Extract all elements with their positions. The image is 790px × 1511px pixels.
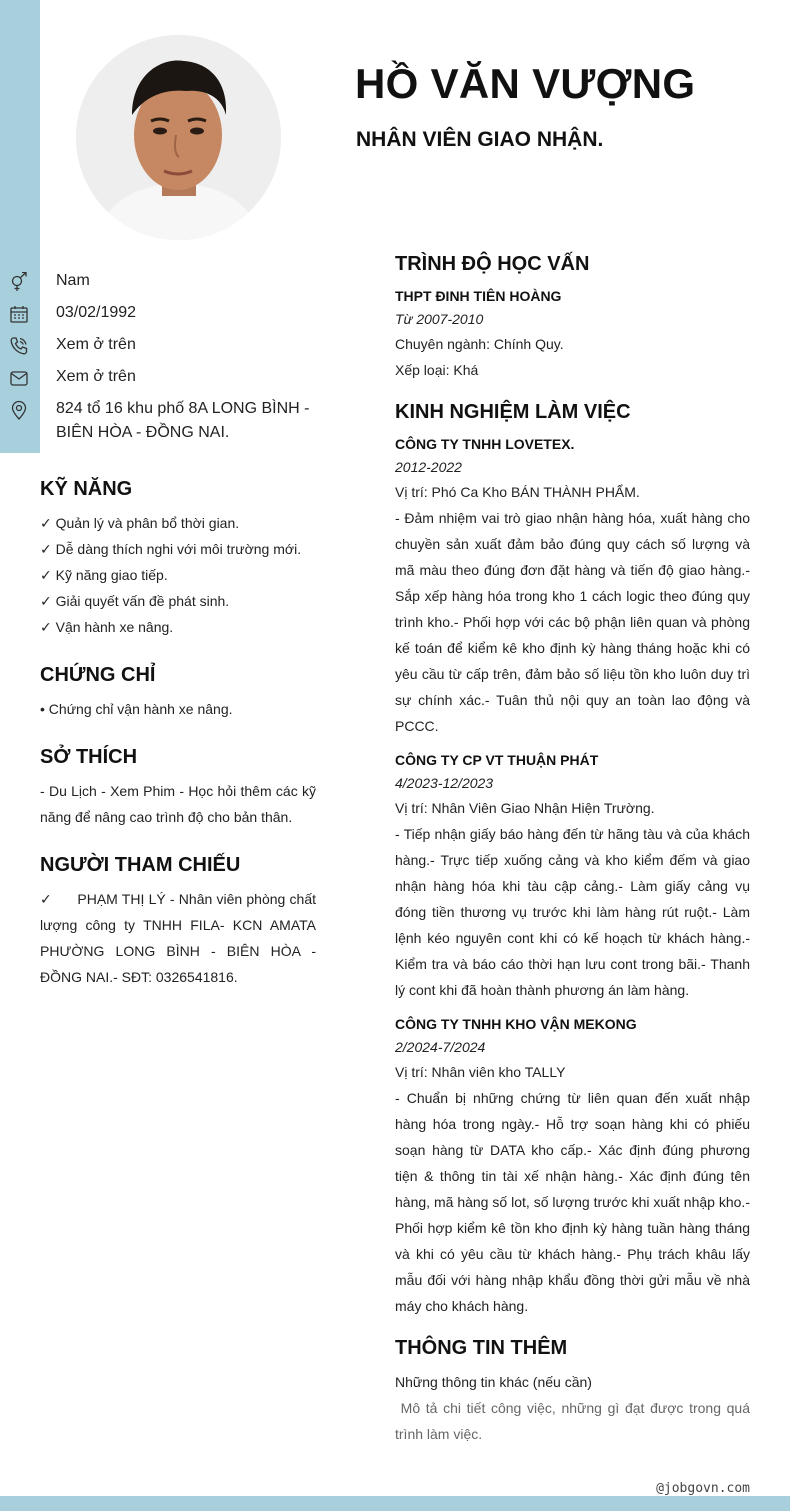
phone-icon [9, 336, 29, 356]
skills-section [40, 476, 316, 640]
job-description: - Chuẩn bị những chứng từ liên quan đến xuất nhập hàng hóa trong ngày.- Hỗ trợ soạn hàng khi có phiếu soạn hàng từ DATA kho cấp.- Xác định đúng phương tiện & thông tin tài xế nhận hàng.- Xác định đúng tên hàng, mã hàng số lot, số lượng trước khi xuất nhập kho.- Phối hợp kiểm kê tồn kho định kỳ hàng tuần hàng tháng và khi có yêu cầu từ khách hàng.- Phụ trách khâu lấy mẫu đối với hàng nhập khẩu đồng thời gửi mẫu về nhà máy cho khách hàng. [395, 1090, 750, 1314]
job-entry [395, 1013, 750, 1319]
hobbies-text: - Du Lịch - Xem Phim - Học hỏi thêm các kỹ năng để nâng cao trình độ cho bản thân. [40, 783, 316, 825]
certificates-heading: CHỨNG CHỈ [40, 664, 156, 686]
profile-photo [76, 35, 281, 240]
references-text: ✓ PHẠM THỊ LÝ - Nhân viên phòng chất lượng công ty TNHH FILA- KCN AMATA PHƯỜNG LONG BÌNH - BIÊN HÒA - ĐỒNG NAI.- SĐT: 0326541816. [40, 891, 316, 985]
education-section [395, 251, 750, 383]
job-period: 2012-2022 [395, 459, 462, 475]
experience-section [395, 399, 750, 1319]
additional-info-text: Mô tả chi tiết công việc, những gì đạt được trong quá trình làm việc. [395, 1400, 750, 1442]
education-rank: Xếp loại: Khá [395, 362, 479, 378]
birthday-value: 03/02/1992 [56, 304, 137, 321]
email-value: Xem ở trên [56, 368, 136, 385]
additional-info-heading: THÔNG TIN THÊM [395, 1337, 568, 1359]
phone-value: Xem ở trên [56, 336, 136, 353]
gender-icon [9, 272, 29, 292]
skills-heading: KỸ NĂNG [40, 478, 133, 500]
job-description: - Tiếp nhận giấy báo hàng đến từ hãng tàu và của khách hàng.- Trực tiếp xuống cảng và kho kiểm đếm và giao nhận hàng hóa khi tàu cập cảng.- Làm giấy cảng vụ đóng tiền thương vụ trước khi làm hàng rút ruột.- Làm lệnh kéo nguyên cont khi có kế hoạch từ khách hàng.- Kiểm tra và báo cáo thời hạn lưu cont trong bãi.- Thanh lý cont khi đã hoàn thành phương án làm hàng. [395, 826, 750, 998]
job-position: Vị trí: Phó Ca Kho BÁN THÀNH PHẨM. [395, 484, 640, 500]
additional-info-label: Những thông tin khác (nếu cần) [395, 1374, 592, 1390]
education-major: Chuyên ngành: Chính Quy. [395, 336, 564, 352]
contact-address [0, 397, 330, 445]
education-heading: TRÌNH ĐỘ HỌC VẤN [395, 253, 590, 275]
location-pin-icon [9, 400, 29, 420]
references-heading: NGƯỜI THAM CHIẾU [40, 854, 241, 876]
additional-info-section [395, 1335, 750, 1447]
right-column [395, 251, 750, 1463]
contact-gender [0, 269, 330, 293]
job-period: 2/2024-7/2024 [395, 1039, 486, 1055]
education-period: Từ 2007-2010 [395, 311, 484, 327]
contact-birthday [0, 301, 330, 325]
job-position: Vị trí: Nhân viên kho TALLY [395, 1064, 566, 1080]
watermark: @jobgovn.com [656, 1481, 750, 1496]
certificates-section [40, 662, 316, 722]
mail-icon [9, 368, 29, 388]
certificate-item: • Chứng chỉ vận hành xe nâng. [40, 701, 233, 717]
skill-item: ✓ Vận hành xe nâng. [40, 619, 174, 635]
job-title: NHÂN VIÊN GIAO NHẬN. [356, 128, 604, 151]
experience-heading: KINH NGHIỆM LÀM VIỆC [395, 401, 631, 423]
school-name: THPT ĐINH TIÊN HOÀNG [395, 288, 562, 304]
job-entry [395, 433, 750, 739]
calendar-icon [9, 304, 29, 324]
candidate-name: HỒ VĂN VƯỢNG [355, 60, 696, 107]
left-column [40, 476, 316, 1012]
address-value: 824 tổ 16 khu phố 8A LONG BÌNH - BIÊN HÒA - ĐỒNG NAI. [56, 400, 310, 441]
references-section [40, 852, 316, 990]
skill-item: ✓ Quản lý và phân bổ thời gian. [40, 515, 240, 531]
contact-info [0, 269, 330, 453]
hobbies-heading: SỞ THÍCH [40, 746, 138, 768]
hobbies-section [40, 744, 316, 830]
job-period: 4/2023-12/2023 [395, 775, 494, 791]
job-position: Vị trí: Nhân Viên Giao Nhận Hiện Trường. [395, 800, 655, 816]
company-name: CÔNG TY TNHH LOVETEX. [395, 436, 575, 452]
company-name: CÔNG TY TNHH KHO VẬN MEKONG [395, 1016, 637, 1032]
contact-email [0, 365, 330, 389]
bottom-accent-bar [0, 1496, 790, 1511]
company-name: CÔNG TY CP VT THUẬN PHÁT [395, 752, 599, 768]
skill-item: ✓ Giải quyết vấn đề phát sinh. [40, 593, 230, 609]
skill-item: ✓ Dễ dàng thích nghi với môi trường mới. [40, 541, 302, 557]
job-description: - Đảm nhiệm vai trò giao nhận hàng hóa, xuất hàng cho chuyền sản xuất đảm bảo đúng quy cách số lượng và mã màu theo đúng đơn đặt hàng và tiến độ giao hàng.- Sắp xếp hàng hóa trong kho 1 cách logic theo đúng quy trình kho.- Phối hợp với các bộ phận liên quan và phòng kế toán để kiểm kê kho định kỳ hàng tháng hoặc khi có yêu cầu từ cấp trên, đảm bảo số liệu tồn kho luôn duy trì sự chính xác.- Tuân thủ nội quy an toàn lao động và PCCC. [395, 510, 750, 734]
skill-item: ✓ Kỹ năng giao tiếp. [40, 567, 168, 583]
gender-value: Nam [56, 272, 90, 289]
contact-phone [0, 333, 330, 357]
job-entry [395, 749, 750, 1003]
